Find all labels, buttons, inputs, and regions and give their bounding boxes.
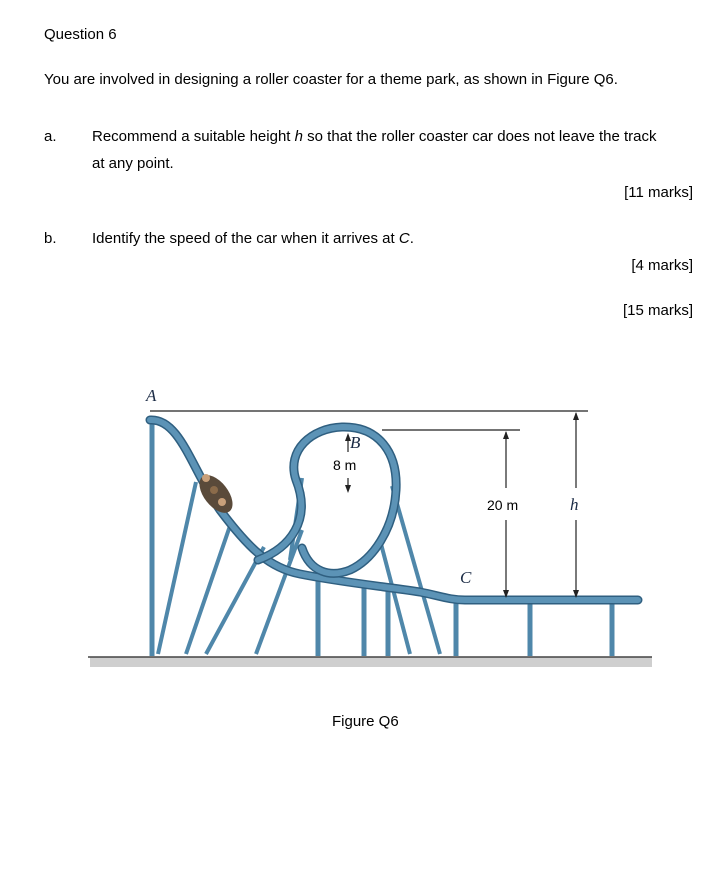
part-b-label: b.: [44, 230, 57, 247]
total-marks: [15 marks]: [622, 302, 693, 319]
label-20m: 20 m: [487, 497, 519, 513]
question-title: Question 6: [44, 26, 117, 43]
question-intro: You are involved in designing a roller coaster for a theme park, as shown in Figure Q6.: [44, 71, 618, 88]
track-loop: [258, 427, 396, 573]
label-h: h: [570, 495, 579, 514]
part-b-text-post: .: [409, 230, 414, 247]
part-b-text-pre: Identify the speed of the car when it arrives at: [92, 230, 399, 247]
brace-6: [392, 486, 440, 654]
label-A: A: [146, 386, 157, 405]
part-a-line1-pre: Recommend a suitable height: [92, 128, 295, 145]
label-C: C: [460, 568, 472, 587]
label-8m: 8 m: [333, 457, 357, 473]
part-a-label: a.: [44, 128, 57, 145]
brace-1: [158, 482, 196, 654]
part-a-var-h: h: [294, 128, 303, 145]
brace-7: [380, 540, 410, 654]
label-B: B: [350, 433, 361, 452]
part-a-line2: at any point.: [92, 155, 174, 172]
brace-2: [186, 520, 232, 654]
part-a-line1-post: so that the roller coaster car does not leave the track: [302, 128, 657, 145]
part-b-var-c: C: [398, 230, 410, 247]
ground-strip: [90, 657, 652, 667]
part-b-marks: [4 marks]: [631, 257, 693, 274]
figure-caption: Figure Q6: [332, 713, 399, 730]
part-a-marks: [11 marks]: [624, 184, 693, 201]
